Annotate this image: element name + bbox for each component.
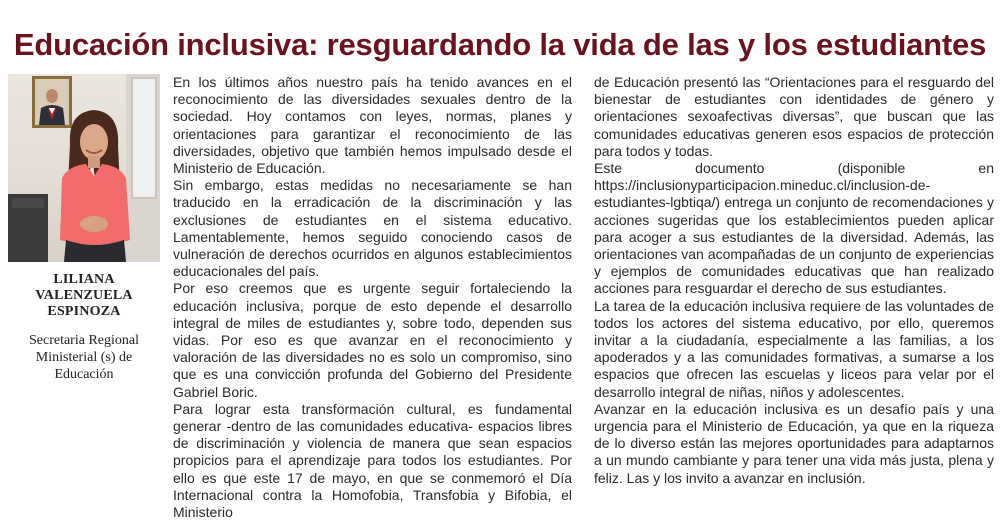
article-column-left bbox=[173, 74, 572, 521]
paragraph: Para lograr esta transformación cultural, es fundamental generar -dentro de las comunidades educativa- espacios libres de discriminación y violencia de manera que sean espacios propicios para el aprendizaje para todos los estudiantes. Por ello es que este 17 de mayo, en que se conmemoró el Día Internacional contra la Homofobia, Transfobia y Bifobia, el Ministerio bbox=[173, 400, 572, 521]
paragraph: de Educación presentó las “Orientaciones para el resguardo del bienestar de estudiantes con identidades de género y orientaciones sexoafectivas diversas”, que buscan que las comunidades educativas generen esos espacios de protección para todos y todas. bbox=[594, 74, 994, 159]
article-column-right bbox=[594, 74, 994, 487]
paragraph: Este documento (disponible en https://inclusionyparticipacion.mineduc.​cl/inclusion-de-estudiantes-lgbtiqa/) entrega un conjunto de recomendaciones y acciones sugeridas que los establecimientos pueden aplicar para acoger a sus estudiantes de la diversidad. Además, las orientaciones van acompañadas de un conjunto de experiencias y ejemplos de comunidades educativas que han realizado acciones para resguardar el derecho de sus estudiantes. bbox=[594, 160, 994, 297]
paragraph: Sin embargo, estas medidas no necesariamente se han traducido en la erradicación de la discriminación y las exclusiones de estudiantes en el sistema educativo. Lamentablemente, hemos seguido conociendo casos de vulneración de derechos ocurridos en algunos establecimientos educacionales del país. bbox=[173, 177, 572, 280]
portrait-photo bbox=[8, 74, 160, 262]
portrait-illustration bbox=[8, 74, 160, 262]
paragraph: Avanzar en la educación inclusiva es un desafío país y una urgencia para el Ministerio de Educación, ya que en la riqueza de lo diverso están las mejores oportunidades para adaptarnos a un mundo cambiante y para tener una vida más justa, plena y feliz. Las y los invito a avanzar en inclusión. bbox=[594, 400, 994, 486]
paragraph: Por eso creemos que es urgente seguir fortaleciendo la educación inclusiva, porque de esto depende el desarrollo integral de miles de estudiantes y, sobre todo, dependen sus vidas. Por eso es que avanzar en el reconocimiento y valoración de las diversidades no es solo un compromiso, sino que es una convicción profunda del Gobierno del Presidente Gabriel Boric. bbox=[173, 280, 572, 400]
paragraph: La tarea de la educación inclusiva requiere de las voluntades de todos los actores del sistema educativo, por ello, queremos invitar a la ciudadanía, especialmente a las familias, a los apoderados y a las comunidades formativas, a sumarse a los espacios que ofrecen las escuelas y liceos para velar por el desarrollo integral de niñas, niños y adolescentes. bbox=[594, 297, 994, 400]
paragraph: En los últimos años nuestro país ha tenido avances en el reconocimiento de las diversidades sexuales dentro de la sociedad. Hoy contamos con leyes, normas, planes y orientaciones para garantizar el reconocimiento de las diversidades, objetivo que también hemos impulsado desde el Ministerio de Educación. bbox=[173, 74, 572, 177]
author-role: Secretaria Regional Ministerial (s) de Educación bbox=[28, 333, 139, 382]
author-name: LILIANA VALENZUELA ESPINOZA bbox=[35, 272, 133, 319]
article-headline: Educación inclusiva: resguardando la vida de las y los estudiantes bbox=[13, 26, 987, 62]
author-caption bbox=[8, 272, 160, 383]
